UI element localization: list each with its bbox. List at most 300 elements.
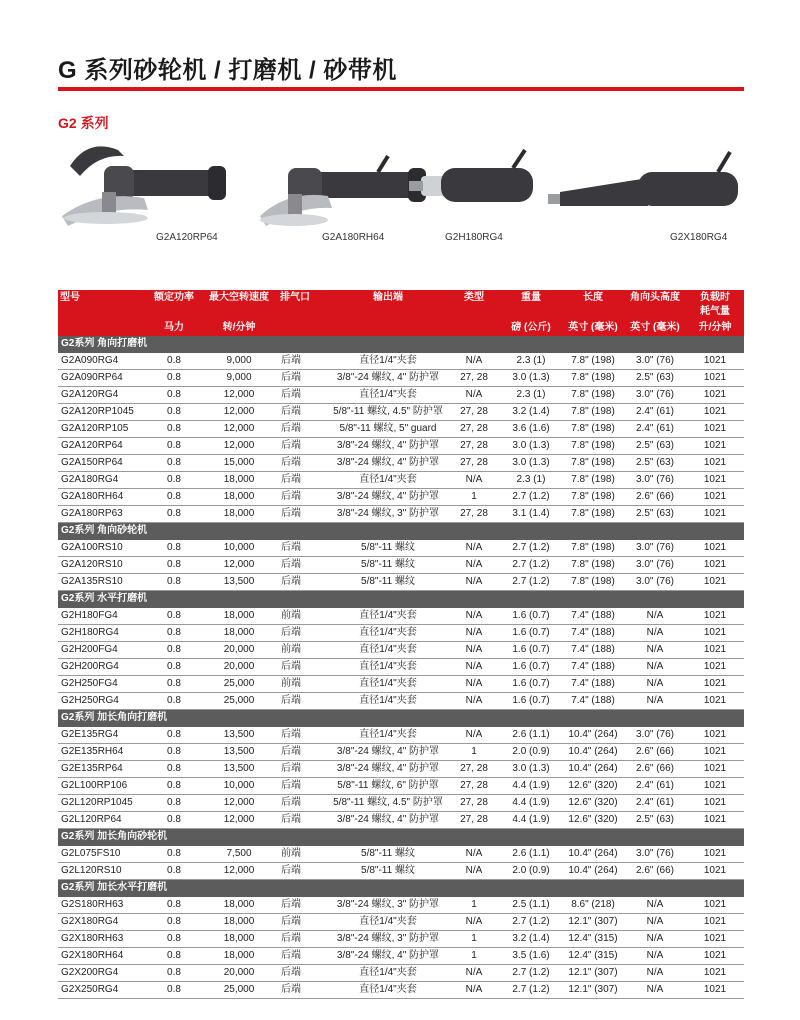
cell-model: G2X200RG4: [58, 965, 148, 982]
cell-length: 12.1" (307): [562, 965, 624, 982]
cell-length: 7.4" (188): [562, 642, 624, 659]
cell-weight: 2.5 (1.1): [500, 897, 562, 914]
cell-model: G2H250FG4: [58, 676, 148, 693]
cell-speed: 13,500: [200, 744, 278, 761]
header-type: 类型: [448, 290, 500, 320]
cell-weight: 1.6 (0.7): [500, 693, 562, 710]
cell-type: 27, 28: [448, 370, 500, 387]
cell-output: 5/8"-11 螺纹: [328, 846, 448, 863]
header-air-line1: 负载时: [700, 292, 730, 303]
cell-weight: 3.6 (1.6): [500, 421, 562, 438]
cell-length: 7.8" (198): [562, 472, 624, 489]
cell-output: 5/8"-11 螺纹, 5" guard: [328, 421, 448, 438]
cell-head-height: N/A: [624, 659, 686, 676]
cell-output: 5/8"-11 螺纹: [328, 557, 448, 574]
cell-power: 0.8: [148, 421, 200, 438]
cell-exhaust: 后端: [278, 540, 328, 557]
cell-power: 0.8: [148, 353, 200, 370]
cell-model: G2S180RH63: [58, 897, 148, 914]
cell-exhaust: 后端: [278, 455, 328, 472]
section-title: G2系列 加长角向砂轮机: [58, 829, 744, 846]
cell-power: 0.8: [148, 812, 200, 829]
cell-exhaust: 前端: [278, 846, 328, 863]
section-title: G2系列 角向砂轮机: [58, 523, 744, 540]
table-row: [58, 353, 744, 370]
cell-air: 1021: [686, 472, 744, 489]
spec-table-body: [58, 336, 744, 999]
cell-model: G2A100RS10: [58, 540, 148, 557]
cell-weight: 2.3 (1): [500, 472, 562, 489]
section-title: G2系列 加长角向打磨机: [58, 710, 744, 727]
cell-weight: 1.6 (0.7): [500, 608, 562, 625]
cell-exhaust: 后端: [278, 982, 328, 999]
cell-model: G2H250RG4: [58, 693, 148, 710]
cell-air: 1021: [686, 387, 744, 404]
header-unit-empty: [448, 320, 500, 336]
cell-model: G2A135RS10: [58, 574, 148, 591]
cell-output: 5/8"-11 螺纹: [328, 574, 448, 591]
cell-speed: 12,000: [200, 863, 278, 880]
cell-weight: 4.4 (1.9): [500, 795, 562, 812]
cell-output: 直径1/4"夹套: [328, 642, 448, 659]
cell-type: N/A: [448, 625, 500, 642]
table-row: [58, 506, 744, 523]
header-air-unit: 升/分钟: [686, 320, 744, 336]
cell-output: 5/8"-11 螺纹, 4.5" 防护罩: [328, 795, 448, 812]
cell-model: G2A180RP63: [58, 506, 148, 523]
cell-air: 1021: [686, 676, 744, 693]
cell-length: 7.8" (198): [562, 489, 624, 506]
cell-model: G2H180FG4: [58, 608, 148, 625]
cell-air: 1021: [686, 608, 744, 625]
header-head-height: 角向头高度: [624, 290, 686, 320]
cell-speed: 9,000: [200, 353, 278, 370]
cell-power: 0.8: [148, 795, 200, 812]
cell-speed: 10,000: [200, 778, 278, 795]
cell-power: 0.8: [148, 557, 200, 574]
cell-speed: 18,000: [200, 472, 278, 489]
cell-length: 12.4" (315): [562, 931, 624, 948]
cell-weight: 4.4 (1.9): [500, 778, 562, 795]
cell-length: 7.8" (198): [562, 574, 624, 591]
table-row: [58, 965, 744, 982]
cell-length: 12.1" (307): [562, 982, 624, 999]
table-row: [58, 438, 744, 455]
cell-power: 0.8: [148, 438, 200, 455]
cell-air: 1021: [686, 506, 744, 523]
header-power-unit: 马力: [148, 320, 200, 336]
table-row: [58, 421, 744, 438]
cell-speed: 18,000: [200, 948, 278, 965]
cell-length: 12.6" (320): [562, 795, 624, 812]
cell-exhaust: 后端: [278, 659, 328, 676]
table-row: [58, 472, 744, 489]
cell-output: 直径1/4"夹套: [328, 659, 448, 676]
cell-power: 0.8: [148, 370, 200, 387]
cell-power: 0.8: [148, 608, 200, 625]
cell-air: 1021: [686, 642, 744, 659]
table-row: [58, 625, 744, 642]
cell-exhaust: 前端: [278, 676, 328, 693]
section-row: [58, 336, 744, 353]
cell-head-height: 2.6" (66): [624, 489, 686, 506]
cell-exhaust: 后端: [278, 625, 328, 642]
table-row: [58, 370, 744, 387]
cell-exhaust: 后端: [278, 744, 328, 761]
cell-type: N/A: [448, 557, 500, 574]
cell-air: 1021: [686, 982, 744, 999]
cell-weight: 2.7 (1.2): [500, 982, 562, 999]
cell-head-height: N/A: [624, 693, 686, 710]
cell-head-height: N/A: [624, 608, 686, 625]
cell-output: 3/8"-24 螺纹, 4" 防护罩: [328, 948, 448, 965]
header-air: [686, 290, 744, 320]
cell-type: N/A: [448, 693, 500, 710]
cell-air: 1021: [686, 574, 744, 591]
product-1: [58, 128, 238, 248]
cell-type: N/A: [448, 608, 500, 625]
cell-head-height: 2.5" (63): [624, 506, 686, 523]
cell-weight: 2.0 (0.9): [500, 744, 562, 761]
cell-model: G2A120RS10: [58, 557, 148, 574]
header-unit-row: [58, 320, 744, 336]
cell-exhaust: 后端: [278, 353, 328, 370]
cell-length: 7.8" (198): [562, 387, 624, 404]
cell-air: 1021: [686, 812, 744, 829]
cell-type: 27, 28: [448, 404, 500, 421]
section-title: G2系列 加长水平打磨机: [58, 880, 744, 897]
cell-model: G2A090RP64: [58, 370, 148, 387]
header-weight-unit: 磅 (公斤): [500, 320, 562, 336]
cell-exhaust: 后端: [278, 438, 328, 455]
header-model: 型号: [58, 290, 148, 320]
cell-exhaust: 后端: [278, 778, 328, 795]
cell-speed: 12,000: [200, 812, 278, 829]
cell-weight: 2.7 (1.2): [500, 574, 562, 591]
cell-weight: 3.0 (1.3): [500, 455, 562, 472]
cell-head-height: N/A: [624, 676, 686, 693]
title-rule: [58, 87, 744, 91]
cell-model: G2H180RG4: [58, 625, 148, 642]
cell-model: G2X180RG4: [58, 914, 148, 931]
table-row: [58, 608, 744, 625]
cell-exhaust: 后端: [278, 472, 328, 489]
cell-exhaust: 后端: [278, 693, 328, 710]
table-row: [58, 948, 744, 965]
cell-head-height: 3.0" (76): [624, 557, 686, 574]
cell-head-height: 2.5" (63): [624, 438, 686, 455]
cell-head-height: 2.5" (63): [624, 455, 686, 472]
cell-output: 3/8"-24 螺纹, 3" 防护罩: [328, 931, 448, 948]
cell-exhaust: 后端: [278, 948, 328, 965]
cell-air: 1021: [686, 778, 744, 795]
cell-type: 27, 28: [448, 812, 500, 829]
cell-output: 直径1/4"夹套: [328, 353, 448, 370]
cell-air: 1021: [686, 540, 744, 557]
cell-speed: 18,000: [200, 914, 278, 931]
cell-power: 0.8: [148, 625, 200, 642]
cell-head-height: 2.4" (61): [624, 778, 686, 795]
cell-output: 直径1/4"夹套: [328, 693, 448, 710]
cell-type: 1: [448, 948, 500, 965]
table-row: [58, 557, 744, 574]
cell-type: N/A: [448, 659, 500, 676]
cell-head-height: N/A: [624, 948, 686, 965]
cell-model: G2A120RG4: [58, 387, 148, 404]
cell-output: 直径1/4"夹套: [328, 608, 448, 625]
header-exhaust: 排气口: [278, 290, 328, 320]
cell-head-height: 3.0" (76): [624, 353, 686, 370]
cell-head-height: N/A: [624, 931, 686, 948]
cell-air: 1021: [686, 455, 744, 472]
cell-head-height: N/A: [624, 625, 686, 642]
cell-output: 3/8"-24 螺纹, 4" 防护罩: [328, 370, 448, 387]
cell-type: 27, 28: [448, 778, 500, 795]
cell-length: 7.4" (188): [562, 625, 624, 642]
cell-air: 1021: [686, 693, 744, 710]
cell-speed: 9,000: [200, 370, 278, 387]
cell-power: 0.8: [148, 727, 200, 744]
header-air-line2: 耗气量: [700, 306, 730, 317]
cell-air: 1021: [686, 914, 744, 931]
cell-head-height: N/A: [624, 965, 686, 982]
cell-output: 5/8"-11 螺纹, 4.5" 防护罩: [328, 404, 448, 421]
cell-exhaust: 后端: [278, 931, 328, 948]
cell-output: 直径1/4"夹套: [328, 676, 448, 693]
cell-type: N/A: [448, 387, 500, 404]
table-row: [58, 574, 744, 591]
cell-output: 直径1/4"夹套: [328, 727, 448, 744]
cell-model: G2A120RP1045: [58, 404, 148, 421]
cell-air: 1021: [686, 557, 744, 574]
table-row: [58, 676, 744, 693]
cell-model: G2E135RG4: [58, 727, 148, 744]
header-head-height-unit: 英寸 (毫米): [624, 320, 686, 336]
cell-length: 7.8" (198): [562, 557, 624, 574]
product-caption: G2X180RG4: [670, 232, 728, 243]
cell-speed: 25,000: [200, 982, 278, 999]
cell-head-height: 3.0" (76): [624, 387, 686, 404]
cell-exhaust: 后端: [278, 727, 328, 744]
cell-exhaust: 后端: [278, 370, 328, 387]
cell-output: 直径1/4"夹套: [328, 914, 448, 931]
cell-model: G2X250RG4: [58, 982, 148, 999]
cell-length: 10.4" (264): [562, 846, 624, 863]
cell-model: G2X180RH64: [58, 948, 148, 965]
cell-head-height: 3.0" (76): [624, 727, 686, 744]
cell-power: 0.8: [148, 778, 200, 795]
cell-output: 3/8"-24 螺纹, 4" 防护罩: [328, 438, 448, 455]
cell-speed: 15,000: [200, 455, 278, 472]
cell-output: 3/8"-24 螺纹, 4" 防护罩: [328, 489, 448, 506]
cell-air: 1021: [686, 353, 744, 370]
cell-air: 1021: [686, 727, 744, 744]
cell-length: 7.4" (188): [562, 676, 624, 693]
cell-power: 0.8: [148, 574, 200, 591]
cell-weight: 2.0 (0.9): [500, 863, 562, 880]
cell-head-height: 3.0" (76): [624, 540, 686, 557]
cell-power: 0.8: [148, 948, 200, 965]
cell-length: 7.8" (198): [562, 540, 624, 557]
cell-head-height: N/A: [624, 642, 686, 659]
cell-type: N/A: [448, 574, 500, 591]
cell-speed: 12,000: [200, 404, 278, 421]
table-row: [58, 897, 744, 914]
cell-head-height: N/A: [624, 982, 686, 999]
cell-output: 5/8"-11 螺纹: [328, 540, 448, 557]
cell-output: 直径1/4"夹套: [328, 625, 448, 642]
header-length: 长度: [562, 290, 624, 320]
cell-head-height: 2.4" (61): [624, 404, 686, 421]
table-row: [58, 931, 744, 948]
cell-length: 12.1" (307): [562, 914, 624, 931]
cell-weight: 3.1 (1.4): [500, 506, 562, 523]
cell-speed: 18,000: [200, 897, 278, 914]
cell-weight: 2.7 (1.2): [500, 965, 562, 982]
product-caption: G2H180RG4: [445, 232, 503, 243]
product-caption: G2A180RH64: [322, 232, 385, 243]
cell-speed: 18,000: [200, 506, 278, 523]
cell-speed: 12,000: [200, 557, 278, 574]
table-row: [58, 540, 744, 557]
cell-model: G2A180RG4: [58, 472, 148, 489]
product-strip: [58, 128, 748, 248]
table-row: [58, 761, 744, 778]
section-title: G2系列 角向打磨机: [58, 336, 744, 353]
cell-model: G2A120RP105: [58, 421, 148, 438]
cell-exhaust: 后端: [278, 489, 328, 506]
cell-speed: 20,000: [200, 659, 278, 676]
cell-power: 0.8: [148, 404, 200, 421]
cell-length: 7.4" (188): [562, 659, 624, 676]
table-row: [58, 489, 744, 506]
cell-head-height: 3.0" (76): [624, 472, 686, 489]
cell-output: 3/8"-24 螺纹, 3" 防护罩: [328, 506, 448, 523]
cell-power: 0.8: [148, 455, 200, 472]
header-unit-empty: [278, 320, 328, 336]
cell-type: 27, 28: [448, 761, 500, 778]
cell-type: 1: [448, 489, 500, 506]
cell-weight: 3.2 (1.4): [500, 404, 562, 421]
cell-weight: 3.2 (1.4): [500, 931, 562, 948]
cell-model: G2A150RP64: [58, 455, 148, 472]
cell-speed: 13,500: [200, 727, 278, 744]
cell-speed: 25,000: [200, 676, 278, 693]
cell-air: 1021: [686, 421, 744, 438]
cell-speed: 18,000: [200, 625, 278, 642]
cell-type: 27, 28: [448, 438, 500, 455]
cell-length: 7.4" (188): [562, 693, 624, 710]
cell-power: 0.8: [148, 472, 200, 489]
cell-type: 1: [448, 931, 500, 948]
cell-speed: 7,500: [200, 846, 278, 863]
cell-speed: 12,000: [200, 795, 278, 812]
series-label: G2 系列: [58, 115, 109, 131]
cell-length: 7.8" (198): [562, 421, 624, 438]
cell-length: 7.8" (198): [562, 370, 624, 387]
table-row: [58, 727, 744, 744]
header-unit-empty: [58, 320, 148, 336]
cell-air: 1021: [686, 744, 744, 761]
cell-length: 7.8" (198): [562, 506, 624, 523]
cell-type: N/A: [448, 676, 500, 693]
cell-output: 5/8"-11 螺纹, 6" 防护罩: [328, 778, 448, 795]
cell-speed: 18,000: [200, 489, 278, 506]
product-3: [403, 128, 543, 248]
cell-model: G2E135RH64: [58, 744, 148, 761]
page-title: G 系列砂轮机 / 打磨机 / 砂带机: [58, 57, 397, 84]
cell-speed: 12,000: [200, 421, 278, 438]
cell-power: 0.8: [148, 982, 200, 999]
cell-weight: 3.0 (1.3): [500, 370, 562, 387]
table-row: [58, 778, 744, 795]
cell-length: 7.8" (198): [562, 455, 624, 472]
cell-exhaust: 后端: [278, 387, 328, 404]
cell-speed: 20,000: [200, 965, 278, 982]
cell-exhaust: 后端: [278, 761, 328, 778]
cell-weight: 3.0 (1.3): [500, 761, 562, 778]
cell-weight: 1.6 (0.7): [500, 659, 562, 676]
cell-type: N/A: [448, 353, 500, 370]
table-row: [58, 404, 744, 421]
cell-type: 1: [448, 744, 500, 761]
table-row: [58, 693, 744, 710]
header-unit-empty: [328, 320, 448, 336]
section-row: [58, 880, 744, 897]
cell-air: 1021: [686, 965, 744, 982]
cell-power: 0.8: [148, 676, 200, 693]
cell-output: 3/8"-24 螺纹, 4" 防护罩: [328, 744, 448, 761]
cell-type: N/A: [448, 472, 500, 489]
cell-power: 0.8: [148, 846, 200, 863]
cell-output: 3/8"-24 螺纹, 4" 防护罩: [328, 812, 448, 829]
table-row: [58, 659, 744, 676]
cell-exhaust: 后端: [278, 795, 328, 812]
cell-type: N/A: [448, 863, 500, 880]
header-power: 额定功率: [148, 290, 200, 320]
cell-weight: 2.7 (1.2): [500, 914, 562, 931]
cell-type: N/A: [448, 982, 500, 999]
cell-output: 直径1/4"夹套: [328, 965, 448, 982]
section-row: [58, 591, 744, 608]
cell-length: 12.6" (320): [562, 812, 624, 829]
cell-head-height: N/A: [624, 897, 686, 914]
cell-type: N/A: [448, 540, 500, 557]
cell-power: 0.8: [148, 540, 200, 557]
cell-air: 1021: [686, 761, 744, 778]
cell-head-height: 2.6" (66): [624, 863, 686, 880]
cell-exhaust: 后端: [278, 863, 328, 880]
cell-type: N/A: [448, 727, 500, 744]
cell-type: N/A: [448, 846, 500, 863]
cell-head-height: 2.6" (66): [624, 761, 686, 778]
straight-die-grinder-icon: [403, 128, 543, 238]
cell-output: 3/8"-24 螺纹, 4" 防护罩: [328, 761, 448, 778]
product-caption: G2A120RP64: [156, 232, 218, 243]
header-row: [58, 290, 744, 320]
header-length-unit: 英寸 (毫米): [562, 320, 624, 336]
cell-power: 0.8: [148, 914, 200, 931]
cell-air: 1021: [686, 795, 744, 812]
cell-head-height: 2.4" (61): [624, 795, 686, 812]
cell-exhaust: 后端: [278, 421, 328, 438]
cell-power: 0.8: [148, 659, 200, 676]
cell-exhaust: 后端: [278, 557, 328, 574]
cell-air: 1021: [686, 625, 744, 642]
cell-power: 0.8: [148, 965, 200, 982]
table-row: [58, 387, 744, 404]
table-row: [58, 982, 744, 999]
